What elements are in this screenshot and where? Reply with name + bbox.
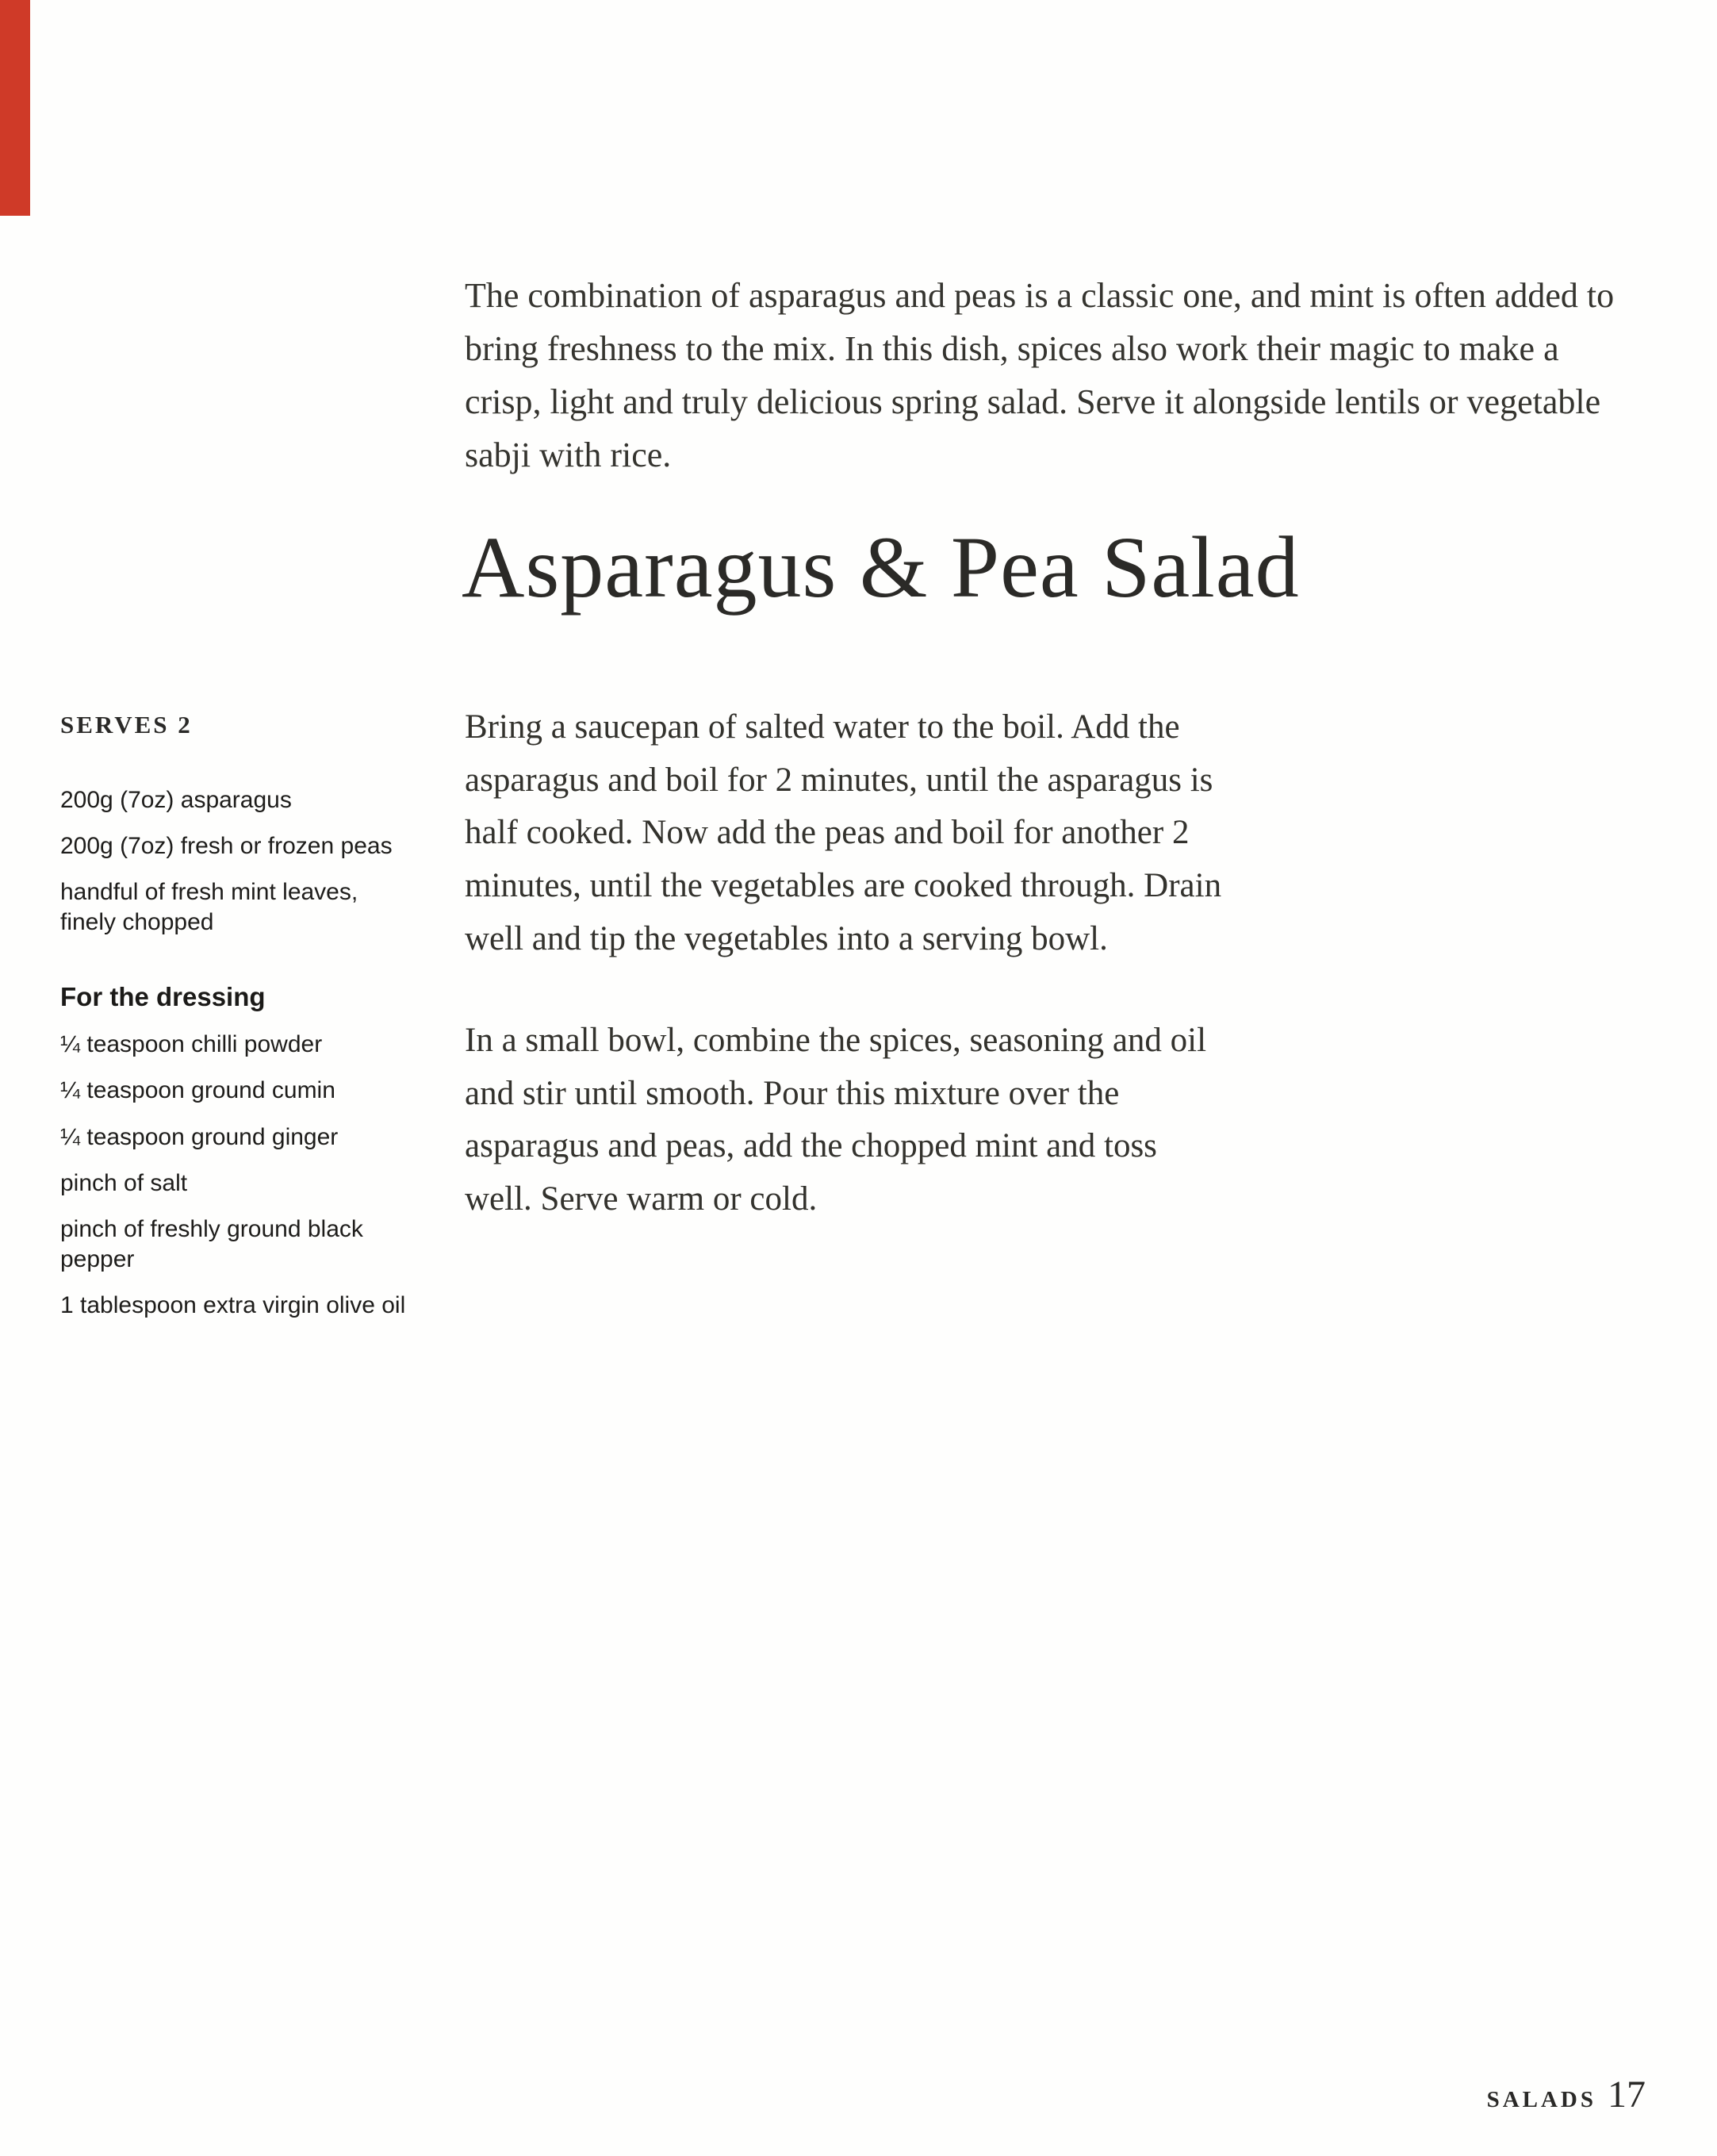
method-paragraph: Bring a saucepan of salted water to the boil. Add the asparagus and boil for 2 minutes, until the asparagus is half cooked. Now add the peas and boil for another 2 minutes, until the vegetables are cooked through. Drain well and tip the vegetables into a serving bowl. [465,708,1222,957]
ingredient-item: handful of fresh mint leaves, finely chopped [60,879,358,936]
ingredient-item: 200g (7oz) asparagus [60,787,292,813]
ingredient-item: 200g (7oz) fresh or frozen peas [60,833,393,860]
dressing-ingredient-item: 1 tablespoon extra virgin olive oil [60,1291,406,1318]
footer-section-label: SALADS [1486,2087,1596,2112]
dressing-ingredient-item: pinch of freshly ground black pepper [60,1215,363,1272]
footer-page-number: 17 [1608,2074,1646,2116]
dressing-ingredient-item: pinch of salt [60,1169,188,1196]
dressing-ingredient-item: ¼ teaspoon ground cumin [60,1077,335,1104]
method-text [465,701,1226,1276]
ingredients-sidebar [60,711,417,1337]
page-accent-stripe [0,0,30,216]
page-footer [1487,2073,1646,2116]
method-paragraph: In a small bowl, combine the spices, seasoning and oil and stir until smooth. Pour this mixture over the asparagus and peas, add the chopped mint and toss well. Serve warm or cold. [465,1022,1207,1218]
dressing-ingredient-item: ¼ teaspoon chilli powder [60,1031,323,1058]
recipe-intro: The combination of asparagus and peas is a classic one, and mint is often added to bring freshness to the mix. In this dish, spices also work their magic to make a crisp, light and truly delicious spring salad. Serve it alongside lentils or vegetable sabji with rice. [465,276,1615,474]
recipe-title: Asparagus & Pea Salad [462,519,1300,616]
dressing-ingredient-item: ¼ teaspoon ground ginger [60,1123,339,1150]
serves-label: SERVES 2 [60,711,193,738]
dressing-heading: For the dressing [60,982,266,1012]
